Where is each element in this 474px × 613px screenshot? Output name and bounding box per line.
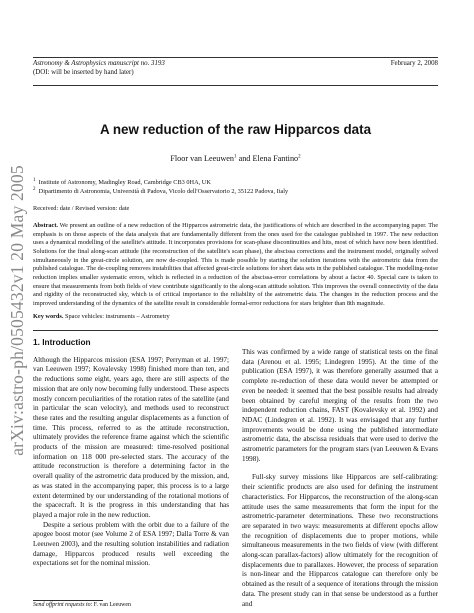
author-1-affil: 1 — [234, 154, 237, 160]
left-column — [33, 338, 229, 569]
abstract-label: Abstract. — [33, 222, 59, 229]
affiliations — [33, 178, 438, 196]
footnote-text: : F. van Leeuwen — [90, 602, 131, 608]
doi-note: (DOI: will be inserted by hand later) — [33, 69, 134, 77]
footnote-label: Send offprint requests to — [33, 602, 91, 608]
header-date: February 2, 2008 — [390, 60, 438, 67]
author-2-affil: 2 — [298, 154, 301, 160]
arxiv-id: arXiv:astro-ph/0505432v1 20 May 2005 — [6, 164, 27, 456]
divider — [33, 330, 438, 331]
author-separator: and — [236, 154, 253, 163]
author-2: Elena Fantino — [252, 154, 299, 163]
affiliation-1: $^1$ Institute of Astronomy, Madingley Road, Cambridge CB3 0HA, UK — [33, 177, 211, 186]
running-header — [33, 57, 438, 86]
paragraph: Full-sky survey missions like Hipparcos are self-calibrating: their scientific products are also used for defining the instrument characteristics. For Hipparcos, the reconstruction of the along-scan attitude uses the same measurements that form the input for the astrometric-parameter determinations. These two reconstructions are separated in two ways: measurements at different epochs allow the recognition of displacements due to proper motions, while simultaneous measurements in the two fields of view (with different along-scan parallax-factors) allow ultimately for the recognition of displacements due to parallaxes. However, the process of separation is non-linear and the Hipparcos catalogue can therefore only be obtained as the result of a sequence of iterations through the mission data. The present study can in that sense be understood as a further and — [242, 473, 438, 608]
arxiv-identifier-sidebar — [4, 90, 30, 530]
abstract — [33, 222, 438, 309]
paragraph: Although the Hipparcos mission (ESA 1997; Perryman et al. 1997; van Leeuwen 1997; Kovalevsky 1998) finished more than ten, and the reductions some eight, years ago, there are still aspects of the mission that are only now becoming fully understood. These aspects mostly concern peculiarities of the rotation rates of the satellite (and in particular the scan velocity), and methods used to reconstruct these rates and the resulting angular displacements as a function of time. This process, referred to as the attitude reconstruction, ultimately provides the reference frame against which the scientific products of the mission are measured: time-resolved positional information on 118 000 pre-selected stars. The accuracy of the attitude reconstruction is therefore a determining factor in the overall quality of the astrometric data produced by the mission, and, as was stated in the accompanying paper, this process is to a large extent determined by our understanding of the rotational motions of the spacecraft. It is the progress in this understanding that has played a major role in the new reduction. — [33, 355, 229, 519]
journal-name: Astronomy & Astrophysics manuscript no. 3193 — [33, 60, 165, 67]
paragraph: Despite a serious problem with the orbit due to a failure of the apogee boost motor (see Volume 2 of ESA 1997; Dalla Torre & van Leeuwen 2003), and the resulting solution instabilities and radiation damage, Hipparcos produced results well exceeding the expectations set for the nominal mission. — [33, 520, 229, 568]
keywords-label: Key words. — [33, 313, 64, 320]
author-1: Floor van Leeuwen — [170, 154, 235, 163]
section-heading: 1. Introduction — [33, 337, 91, 347]
keywords — [33, 313, 170, 320]
paper-title: A new reduction of the raw Hipparcos data — [99, 122, 372, 137]
received-date: Received: date / Revised version: date — [33, 205, 130, 212]
footnote-divider — [33, 600, 103, 601]
abstract-text: We present an outline of a new reduction of the Hipparcos astrometric data, the justifications of which are described in the accompanying paper. The emphasis is on those aspects of the data analysis that are fundamentally different from the ones used for the catalogue published in 1997. The new reduction uses a dynamical modelling of the satellite's attitude. It incorporates provisions for scan-phase discontinuities and hits, most of which have now been identified. Solutions for the final along-scan attitude (the reconstruction of the satellite's scan phase), the abscissa corrections and the instrument model, originally solved simultaneously in the great-circle solution, are now de-coupled. This is made possible by starting the solution iterations with the astrometric data from the published catalogue. The de-coupling removes instabilities that affected great-circle solutions for short data sets in the published catalogue. The modelling-noise reduction implies smaller systematic errors, which is reflected in a reduction of the abscissa-error correlations by about a factor 40. Special care is taken to ensure that measurements from both fields of view contribute significantly to the along-scan attitude solution. This improves the overall connectivity of the data and rigidity of the reconstructed sky, which is of critical importance to the reliability of the astrometric data. The changes in the reduction process and the improved understanding of the dynamics of the satellite result in considerable formal-error reductions for stars brighter than 8th magnitude. — [33, 222, 438, 307]
right-column — [242, 348, 438, 609]
author-line — [33, 154, 438, 163]
affiliation-2: $^2$ Dipartimento di Astronomia, Università di Padova, Vicolo dell'Osservatorio 2, 35122 Padova, Italy — [33, 186, 289, 195]
footnote — [33, 602, 131, 608]
paragraph: This was confirmed by a wide range of statistical tests on the final data (Arenou et al. 1995; Lindegren 1995). At the time of the publication (ESA 1997), it was therefore generally assumed that a complete re-reduction of these data would never be attempted or even be needed: it seemed that the best possible results had already been obtained by careful merging of the results from the two independent reduction chains, FAST (Kovalevsky et al. 1992) and NDAC (Lindegren et al. 1992). It was envisaged that any further improvements would be done using the published intermediate astrometric data, the abscissa residuals that were used to derive the astrometric parameters for the program stars (van Leeuwen & Evans 1998). — [242, 348, 438, 463]
keywords-text: Space vehicles: instruments – Astrometry — [63, 313, 170, 320]
